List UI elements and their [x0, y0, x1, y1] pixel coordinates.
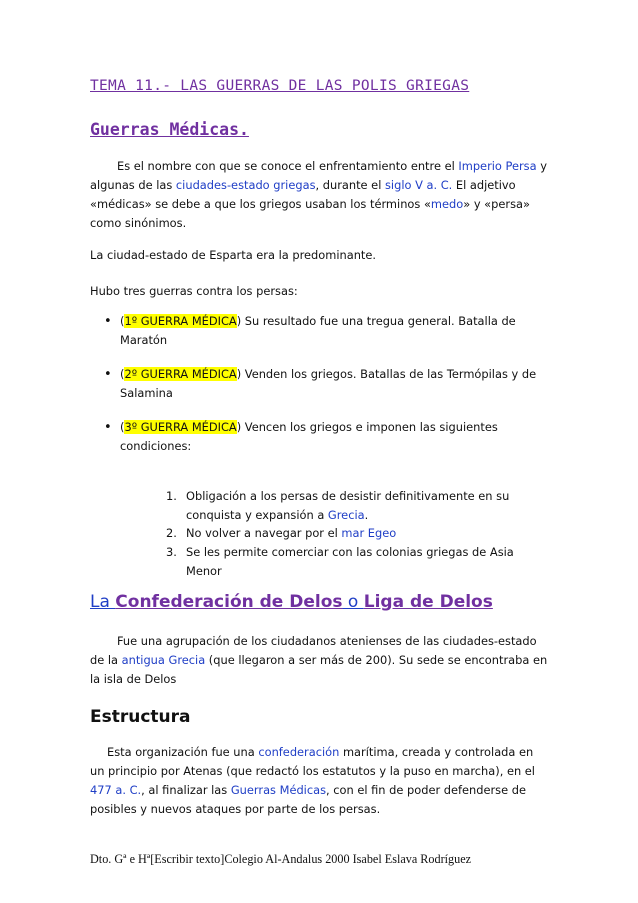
link-mar-egeo[interactable]: mar Egeo — [341, 526, 397, 540]
highlight-war-3: 3º GUERRA MÉDICA — [124, 420, 237, 434]
list-item: 3. Se les permite comerciar con las colonias griegas de Asia Menor — [166, 545, 514, 578]
link-ciudades-estado[interactable]: ciudades-estado griegas — [175, 178, 316, 192]
link-477[interactable]: 477 a. C. — [90, 783, 142, 797]
text: , durante el — [315, 178, 385, 192]
link-medo[interactable]: medo — [430, 197, 464, 211]
list-item: • (3º GUERRA MÉDICA) Vencen los griegos e imponen las siguientes condiciones: — [120, 418, 550, 456]
link-grecia[interactable]: Grecia — [327, 508, 365, 522]
link-siglo-v[interactable]: siglo V a. C. — [384, 178, 453, 192]
text: » y «persa» como sinónimos. — [90, 197, 530, 230]
page-title: TEMA 11.- LAS GUERRAS DE LAS POLIS GRIEGAS — [90, 78, 470, 94]
list-item: 1. Obligación a los persas de desistir definitivamente en su conquista y expansión a Grecia. — [166, 489, 510, 522]
section-heading-delos — [90, 592, 493, 612]
list-item: • (1º GUERRA MÉDICA) Su resultado fue una tregua general. Batalla de Maratón — [120, 312, 550, 350]
paragraph-estructura: Esta organización fue una confederación marítima, creada y controlada en un principio por Atenas (que redactó los estatutos y la puso en marcha), en el 477 a. C., al finalizar las Guerras Médicas, con el fin de poder defenderse de posibles y nuevos ataques por parte de los persas. — [90, 745, 535, 816]
text: El adjetivo «médicas» se debe a que los griegos usaban los términos « — [90, 178, 516, 211]
heading-link-confederacion[interactable]: Confederación de Delos — [115, 592, 343, 612]
heading-text: La — [90, 592, 116, 612]
highlight-war-2: 2º GUERRA MÉDICA — [124, 367, 237, 381]
highlight-war-1: 1º GUERRA MÉDICA — [124, 314, 237, 328]
page-footer: Dto. Gª e Hª[Escribir texto]Colegio Al-Andalus 2000 Isabel Eslava Rodríguez — [90, 852, 472, 866]
heading-text: o — [342, 592, 364, 612]
text: y algunas de las — [90, 159, 547, 192]
heading-link-liga[interactable]: Liga de Delos — [363, 592, 493, 612]
link-imperio-persa[interactable]: Imperio Persa — [458, 159, 537, 173]
paragraph-esparta: La ciudad-estado de Esparta era la predominante. — [90, 248, 377, 262]
text: Es el nombre con que se conoce el enfrentamiento entre el — [117, 159, 459, 173]
link-antigua-grecia[interactable]: antigua Grecia — [121, 653, 206, 667]
list-item: • (2º GUERRA MÉDICA) Venden los griegos. Batallas de las Termópilas y de Salamina — [120, 365, 550, 403]
section-heading-estructura: Estructura — [90, 707, 191, 727]
link-guerras-medicas[interactable]: Guerras Médicas — [230, 783, 327, 797]
paragraph-intro — [90, 157, 550, 233]
link-confederacion[interactable]: confederación — [258, 745, 340, 759]
section-heading-guerras-medicas: Guerras Médicas. — [90, 120, 249, 139]
paragraph-tres-guerras: Hubo tres guerras contra los persas: — [90, 284, 298, 298]
list-item: 2. No volver a navegar por el mar Egeo — [166, 526, 397, 540]
paragraph-delos: Fue una agrupación de los ciudadanos atenienses de las ciudades-estado de la antigua Grecia (que llegaron a ser más de 200). Su sede se encontraba en la isla de Delos — [90, 634, 548, 686]
